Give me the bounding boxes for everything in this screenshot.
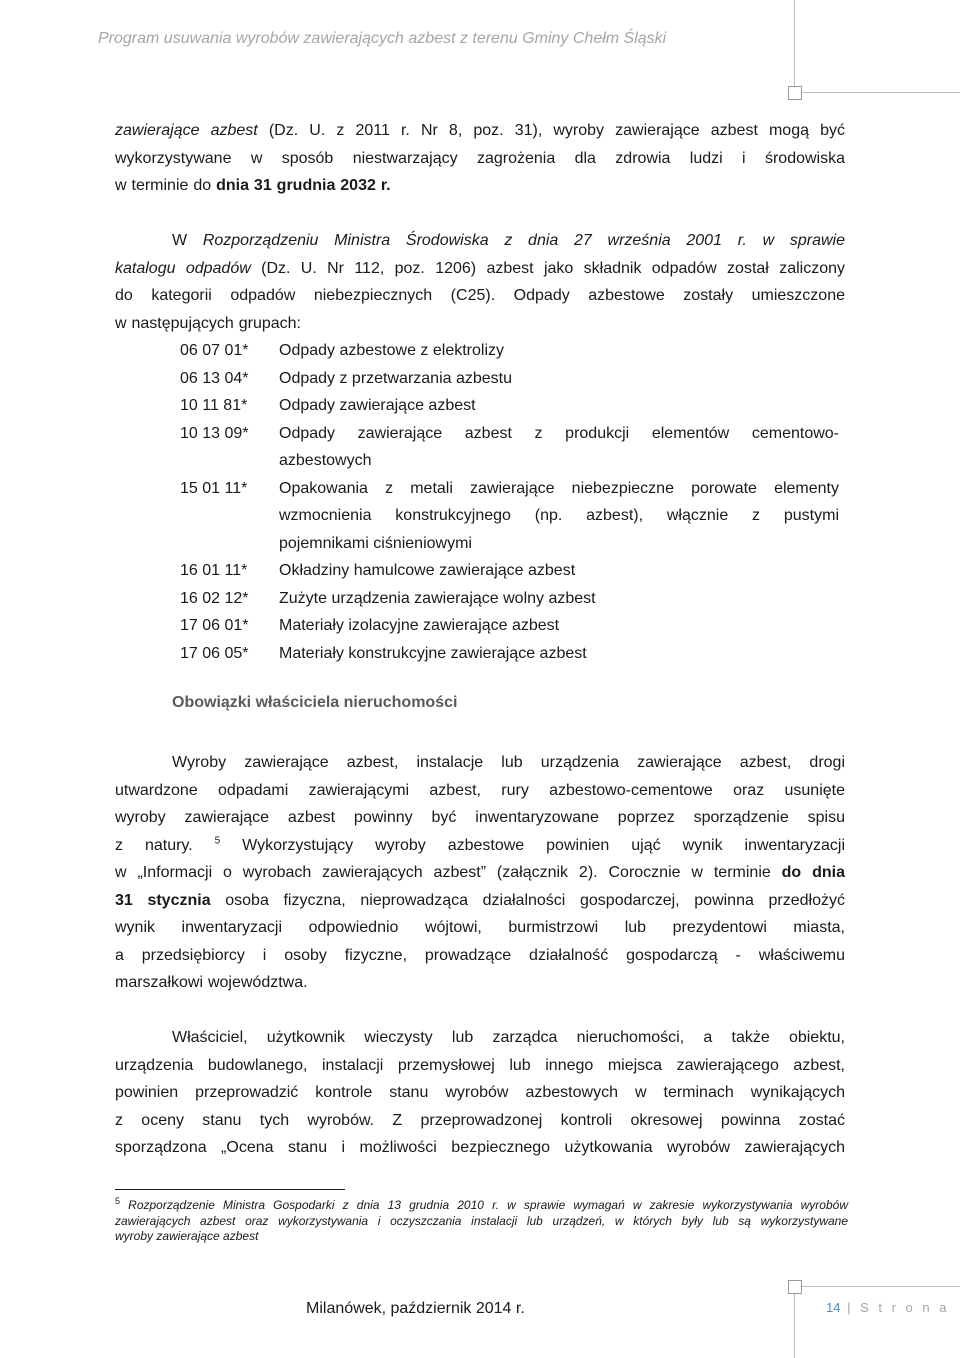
waste-description: Zużyte urządzenia zawierające wolny azbest	[279, 590, 596, 607]
waste-code: 17 06 05*	[180, 645, 249, 662]
waste-description-cont: wzmocnienia konstrukcyjnego (np. azbest), włącznie z pustymi	[279, 507, 839, 524]
waste-description: Materiały konstrukcyjne zawierające azbest	[279, 645, 587, 662]
waste-description-cont: azbestowych	[279, 452, 372, 469]
waste-description: Odpady azbestowe z elektrolizy	[279, 342, 504, 359]
footer-date: Milanówek, październik 2014 r.	[306, 1300, 525, 1317]
regulation-title: Rozporządzeniu Ministra Środowiska z dnia 27 września 2001 r. w sprawie	[202, 232, 845, 249]
footer-horizontal-rule	[800, 1286, 960, 1287]
paragraph-3: Wyroby zawierające azbest, instalacje lub urządzenia zawierające azbest, drogi utwardzone odpadami zawierającymi azbest, rury azbestowo-cementowe oraz usunięte wyroby zawierające azbest powinny być inwentaryzowane poprzez sporządzenie spisu z natury. $^5$ Wykorzystujący wyroby azbestowe powinien ująć wynik inwentaryzacji w „Informacji o wyrobach zawierających azbest” (załącznik 2). Corocznie w terminie do dnia 31 stycznia osoba fizyczna, nieprowadząca działalności gospodarczej, powinna przedłożyć wynik inwentaryzacji odpowiednio wójtowi, burmistrzowi lub prezydentowi miasta, a przedsiębiorcy i osoby fizyczne, prowadzące działalność gospodarczą - właściwemu marszałkowi województwa.	[115, 754, 846, 991]
page-number-value: 14	[826, 1300, 841, 1315]
header-horizontal-rule	[800, 92, 960, 93]
waste-description: Odpady z przetwarzania azbestu	[279, 370, 513, 387]
section-heading: Obowiązki właściciela nieruchomości	[172, 694, 458, 711]
waste-code: 10 13 09*	[180, 425, 249, 442]
footer-vertical-rule	[794, 1290, 795, 1358]
waste-description: Odpady zawierające azbest z produkcji elementów cementowo-	[279, 425, 839, 442]
waste-code: 06 07 01*	[180, 342, 249, 359]
footnote-number: 5	[115, 1196, 121, 1206]
header-corner-marker	[788, 86, 802, 100]
paragraph-2: W Rozporządzeniu Ministra Środowiska z dnia 27 września 2001 r. w sprawie katalogu odpadów (Dz. U. Nr 112, poz. 1206) azbest jako składnik odpadów został zaliczony do kategorii odpadów niebezpiecznych (C25). Odpady azbestowe zostały umieszczone w następujących grupach:	[115, 232, 845, 332]
footer-corner-marker	[788, 1280, 802, 1294]
waste-code: 17 06 01*	[180, 617, 249, 634]
waste-description-cont: pojemnikami ciśnieniowymi	[279, 535, 472, 552]
waste-code: 16 02 12*	[180, 590, 249, 607]
header-vertical-rule	[794, 0, 795, 90]
waste-description: Materiały izolacyjne zawierające azbest	[279, 617, 560, 634]
footnote-separator	[115, 1189, 345, 1190]
footnote: $^5$ Rozporządzenie Ministra Gospodarki z dnia 13 grudnia 2010 r. w sprawie wymagań w zakresie wykorzystywania wyrobów zawierających azbest oraz wykorzystywania i oczyszczania instalacji lub urządzeń, w których były lub są wykorzystywane wyroby zawierające azbest	[115, 1196, 848, 1243]
header-title: Program usuwania wyrobów zawierających azbest z terenu Gminy Chełm Śląski	[98, 30, 667, 47]
footnote-reference[interactable]: 5	[214, 835, 221, 847]
deadline-date: dnia 31 grudnia 2032 r.	[216, 177, 391, 194]
paragraph-1: zawierające azbest (Dz. U. z 2011 r. Nr 8, poz. 31), wyroby zawierające azbest mogą być wykorzystywane w sposób niestwarzający zagrożenia dla zdrowia ludzi i środowiska w terminie do dnia 31 grudnia 2032 r.	[115, 122, 846, 194]
page-number: 14 | S t r o n a	[826, 1300, 950, 1315]
waste-description: Opakowania z metali zawierające niebezpieczne porowate elementy	[279, 480, 839, 497]
waste-description: Okładziny hamulcowe zawierające azbest	[279, 562, 576, 579]
waste-code: 06 13 04*	[180, 370, 249, 387]
waste-code: 16 01 11*	[180, 562, 248, 579]
waste-code: 10 11 81*	[180, 397, 248, 414]
waste-description: Odpady zawierające azbest	[279, 397, 476, 414]
waste-code: 15 01 11*	[180, 480, 248, 497]
italic-phrase: zawierające azbest	[115, 122, 258, 139]
paragraph-4: Właściciel, użytkownik wieczysty lub zarządca nieruchomości, a także obiektu, urządzenia budowlanego, instalacji przemysłowej lub innego miejsca zawierającego azbest, powinien przeprowadzić kontrole stanu wyrobów azbestowych w terminach wynikających z oceny stanu tych wyrobów. Z przeprowadzonej kontroli okresowej powinna zostać sporządzona „Ocena stanu i możliwości bezpiecznego użytkowania wyrobów zawierających	[115, 1029, 845, 1156]
